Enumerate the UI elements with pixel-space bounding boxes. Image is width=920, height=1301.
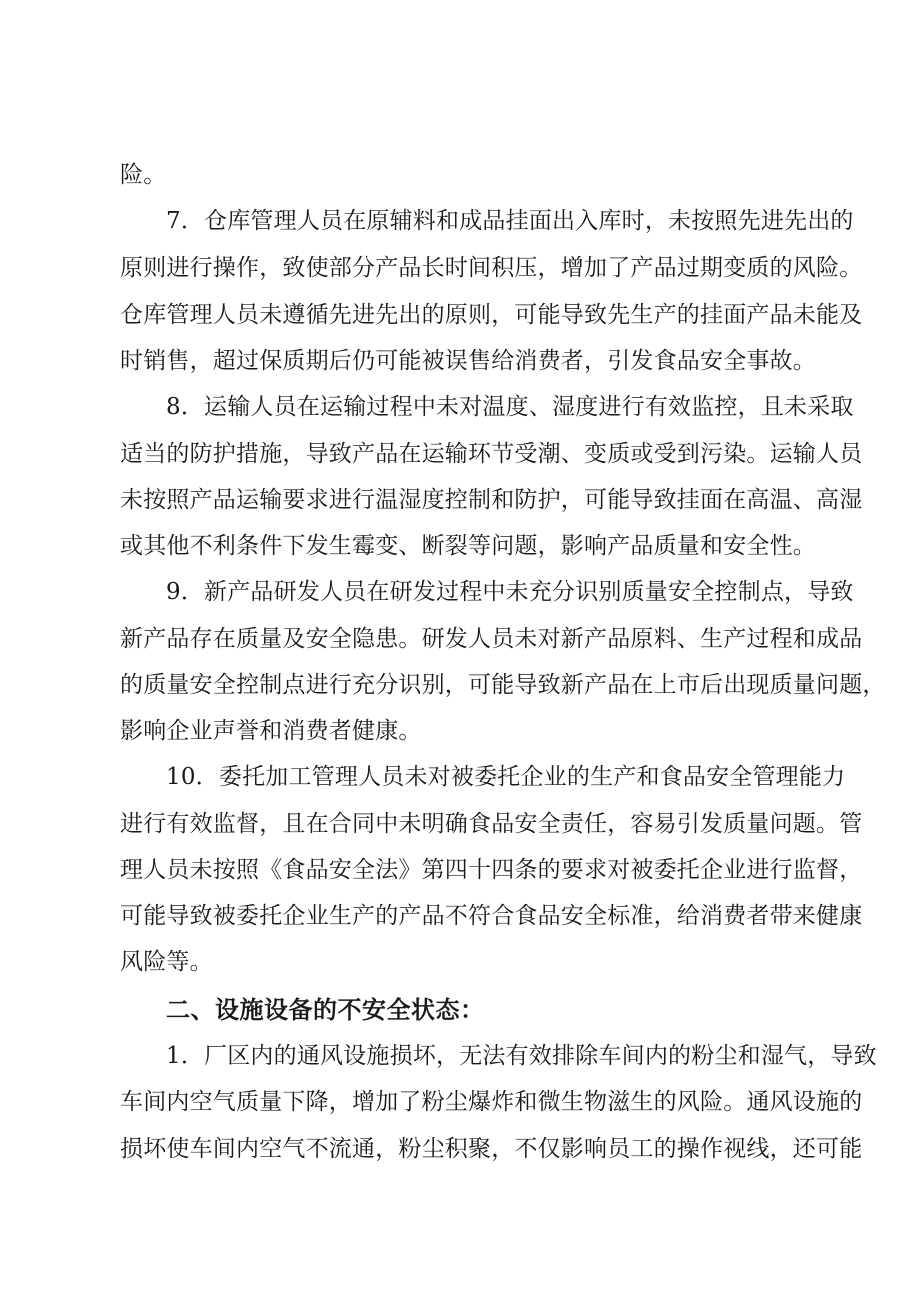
- text-line: 仓库管理人员未遵循先进先出的原则，可能导致先生产的挂面产品未能及: [120, 302, 863, 328]
- text-line: 未按照产品运输要求进行温湿度控制和防护，可能导致挂面在高温、高湿: [120, 487, 863, 513]
- text-line: 影响企业声誉和消费者健康。: [120, 718, 422, 744]
- paragraph-8-line-1: 8．运输人员在运输过程中未对温度、湿度进行有效监控，且未采取: [166, 394, 854, 420]
- text-line: 进行有效监督，且在合同中未明确食品安全责任，容易引发质量问题。管: [120, 811, 863, 837]
- text-line: 险。: [120, 162, 167, 188]
- text-line: 的质量安全控制点进行充分识别，可能导致新产品在上市后出现质量问题，: [120, 672, 886, 698]
- paragraph-10-line-1: 10．委托加工管理人员未对被委托企业的生产和食品安全管理能力: [166, 764, 846, 790]
- text-line: 原则进行操作，致使部分产品长时间积压，增加了产品过期变质的风险。: [120, 255, 863, 281]
- text-line: 可能导致被委托企业生产的产品不符合食品安全标准，给消费者带来健康: [120, 903, 863, 929]
- paragraph-1-line-1: 1．厂区内的通风设施损坏，无法有效排除车间内的粉尘和湿气，导致: [166, 1043, 877, 1069]
- text-line: 损坏使车间内空气不流通，粉尘积聚，不仅影响员工的操作视线，还可能: [120, 1136, 863, 1162]
- text-line: 时销售，超过保质期后仍可能被误售给消费者，引发食品安全事故。: [120, 348, 816, 374]
- section-heading: 二、设施设备的不安全状态：: [166, 996, 485, 1024]
- paragraph-7-line-1: 7．仓库管理人员在原辅料和成品挂面出入库时，未按照先进先出的: [166, 208, 854, 234]
- text-line: 车间内空气质量下降，增加了粉尘爆炸和微生物滋生的风险。通风设施的: [120, 1089, 863, 1115]
- text-line: 风险等。: [120, 949, 213, 975]
- text-line: 或其他不利条件下发生霉变、断裂等问题，影响产品质量和安全性。: [120, 533, 816, 559]
- paragraph-9-line-1: 9．新产品研发人员在研发过程中未充分识别质量安全控制点，导致: [166, 579, 854, 605]
- text-line: 适当的防护措施，导致产品在运输环节受潮、变质或受到污染。运输人员: [120, 441, 863, 467]
- text-line: 理人员未按照《食品安全法》第四十四条的要求对被委托企业进行监督，: [120, 857, 863, 883]
- text-line: 新产品存在质量及安全隐患。研发人员未对新产品原料、生产过程和成品: [120, 626, 863, 652]
